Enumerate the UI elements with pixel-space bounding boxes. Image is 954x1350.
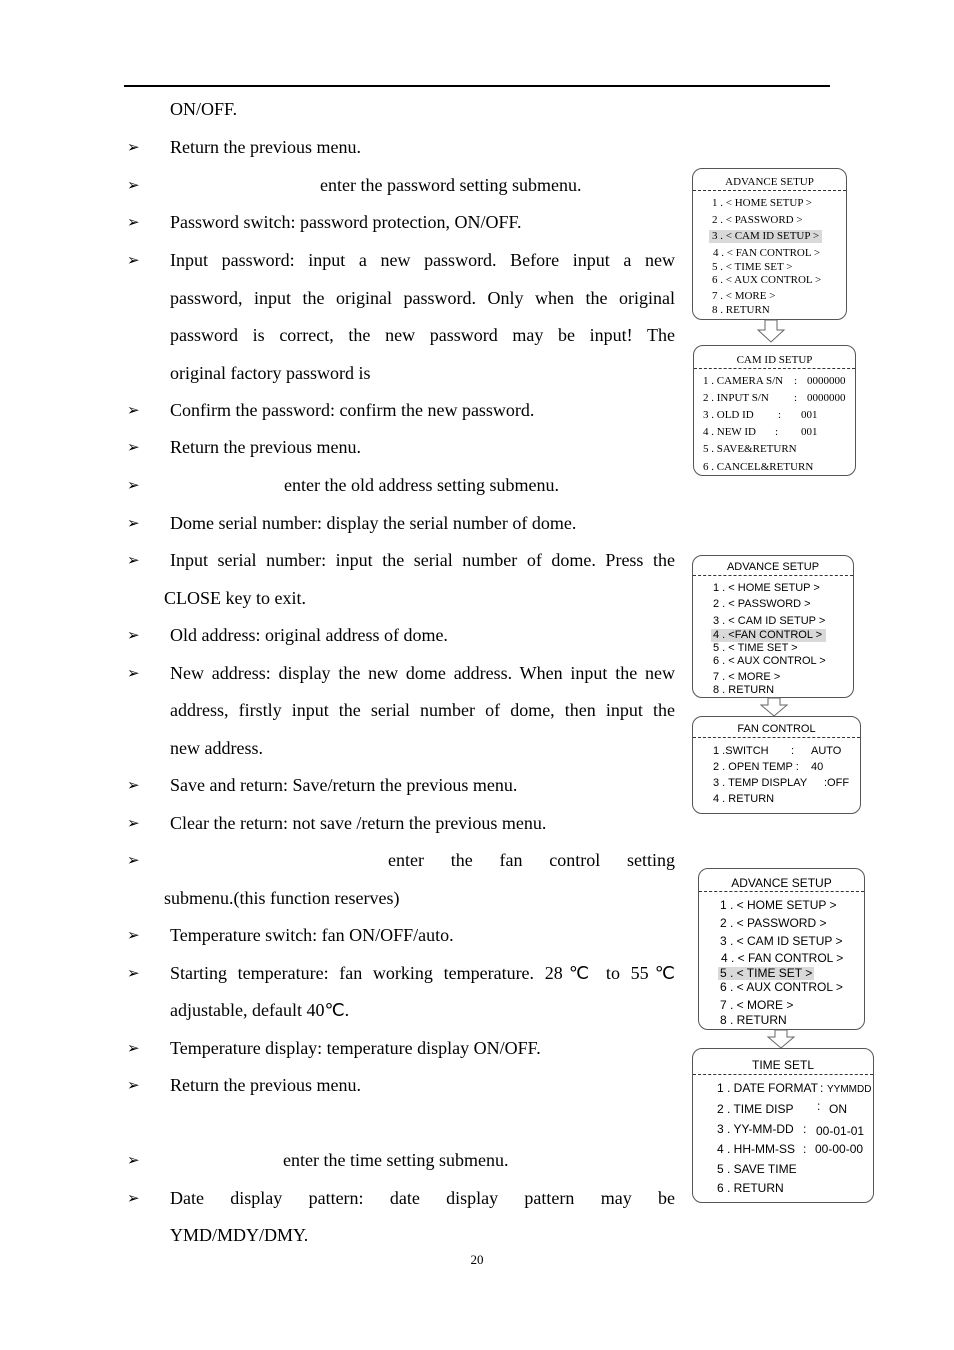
down-arrow-icon — [756, 319, 786, 343]
menu-item: 5 . < TIME SET > — [713, 642, 798, 654]
menu-title-divider — [693, 1074, 873, 1075]
advance-setup-menu — [692, 168, 847, 320]
menu-item: 2 . < PASSWORD > — [720, 916, 827, 930]
text-line: new address. — [170, 738, 263, 758]
menu-item: 8 . RETURN — [720, 1013, 787, 1027]
text-line: adjustable, default 40℃. — [170, 1000, 350, 1020]
bullet-arrow-icon: ➢ — [127, 964, 140, 982]
text-line: Date display pattern: date display pattern may be — [170, 1188, 675, 1208]
bullet-arrow-icon: ➢ — [127, 926, 140, 944]
menu-item: 4 . < FAN CONTROL > — [713, 247, 821, 259]
text-line: submenu.(this function reserves) — [164, 888, 400, 908]
menu-item: 7 . < MORE > — [713, 671, 781, 683]
menu-item-separator: : — [820, 1081, 824, 1095]
menu-item-label: 5 . SAVE TIME — [717, 1162, 797, 1176]
text-line: New address: display the new dome address. When input the new — [170, 663, 675, 683]
bullet-arrow-icon: ➢ — [127, 251, 140, 269]
bullet-arrow-icon: ➢ — [127, 664, 140, 682]
menu-item-label: 1 . DATE FORMAT — [717, 1081, 818, 1095]
down-arrow-icon — [759, 697, 789, 717]
advance-setup-menu — [698, 868, 865, 1030]
text-line: Temperature switch: fan ON/OFF/auto. — [170, 925, 454, 945]
menu-item: 6 . < AUX CONTROL > — [713, 655, 826, 667]
text-line: Return the previous menu. — [170, 437, 361, 457]
menu-item-label: 4 . RETURN — [713, 793, 775, 805]
menu-item-label: 4 . NEW ID — [703, 426, 756, 438]
menu-item-label: 2 . INPUT S/N — [703, 392, 769, 404]
text-line: enter the password setting submenu. — [320, 175, 582, 195]
menu-item: 2 . < PASSWORD > — [712, 214, 803, 226]
text-line: Old address: original address of dome. — [170, 625, 448, 645]
menu-title: TIME SETL — [751, 1058, 814, 1072]
menu-item-value: 001 — [801, 426, 818, 438]
menu-item-selected: 3 . < CAM ID SETUP > — [709, 230, 822, 243]
bullet-arrow-icon: ➢ — [127, 626, 140, 644]
menu-item: 2 . < PASSWORD > — [713, 598, 811, 610]
menu-item: 4 . < FAN CONTROL > — [721, 951, 844, 965]
bullet-arrow-icon: ➢ — [127, 514, 140, 532]
bullet-arrow-icon: ➢ — [127, 1076, 140, 1094]
menu-item-label: 6 . CANCEL&RETURN — [703, 461, 814, 473]
menu-title-divider — [694, 368, 855, 369]
text-line: Return the previous menu. — [170, 1075, 361, 1095]
menu-item-value: YYMMDD — [827, 1084, 872, 1095]
bullet-arrow-icon: ➢ — [127, 138, 140, 156]
menu-item-value: ON — [829, 1102, 847, 1116]
bullet-arrow-icon: ➢ — [127, 776, 140, 794]
text-line: CLOSE key to exit. — [164, 588, 306, 608]
cam-id-setup-menu — [693, 345, 856, 476]
menu-item-label: 3 . TEMP DISPLAY — [713, 777, 808, 789]
menu-item: 1 . < HOME SETUP > — [720, 898, 837, 912]
text-line: original factory password is — [170, 363, 371, 383]
text-line: Dome serial number: display the serial number of dome. — [170, 513, 577, 533]
menu-item: 1 . < HOME SETUP > — [712, 197, 813, 209]
menu-item-value: 0000000 — [807, 375, 846, 387]
menu-item-separator: : — [778, 409, 782, 421]
menu-title-divider — [693, 737, 860, 738]
down-arrow-icon — [766, 1029, 796, 1049]
menu-item-value: 40 — [811, 761, 824, 773]
menu-item: 6 . < AUX CONTROL > — [720, 980, 843, 994]
menu-item: 3 . < CAM ID SETUP > — [713, 615, 826, 627]
menu-item: 8 . RETURN — [712, 304, 770, 316]
text-line: ON/OFF. — [170, 99, 238, 119]
menu-item-value: 001 — [801, 409, 818, 421]
bullet-arrow-icon: ➢ — [127, 213, 140, 231]
menu-item-separator: : — [803, 1142, 807, 1156]
menu-item-separator: : — [791, 745, 795, 757]
menu-item: 7 . < MORE > — [712, 290, 776, 302]
menu-title: ADVANCE SETUP — [725, 176, 814, 188]
bullet-arrow-icon: ➢ — [127, 401, 140, 419]
time-set-menu — [692, 1048, 874, 1203]
menu-item-separator: : — [803, 1122, 807, 1136]
bullet-arrow-icon: ➢ — [127, 1189, 140, 1207]
text-line: Password switch: password protection, ON/OFF. — [170, 212, 522, 232]
text-line: enter the fan control setting — [388, 850, 675, 870]
menu-item-selected: 4 . <FAN CONTROL > — [711, 629, 826, 642]
bullet-arrow-icon: ➢ — [127, 476, 140, 494]
menu-item-label: 4 . HH-MM-SS — [717, 1142, 795, 1156]
menu-title: CAM ID SETUP — [736, 354, 813, 366]
text-line: Return the previous menu. — [170, 137, 361, 157]
menu-title-divider — [693, 190, 846, 191]
bullet-arrow-icon: ➢ — [127, 551, 140, 569]
advance-setup-menu — [692, 555, 854, 698]
menu-item-label: 1 .SWITCH — [713, 745, 769, 757]
menu-title: ADVANCE SETUP — [731, 876, 832, 890]
menu-item-separator: : — [794, 375, 798, 387]
bullet-arrow-icon: ➢ — [127, 851, 140, 869]
page-number: 20 — [470, 1252, 484, 1267]
menu-item: 6 . < AUX CONTROL > — [712, 274, 822, 286]
menu-item-value: 00-00-00 — [815, 1142, 864, 1156]
menu-title-divider — [699, 891, 864, 892]
menu-item-label: 2 . OPEN TEMP : — [713, 761, 799, 773]
bullet-arrow-icon: ➢ — [127, 176, 140, 194]
fan-control-menu — [692, 716, 861, 814]
text-line: enter the time setting submenu. — [283, 1150, 509, 1170]
menu-title-divider — [693, 575, 853, 576]
text-line: YMD/MDY/DMY. — [170, 1225, 309, 1245]
menu-item-label: 5 . SAVE&RETURN — [703, 443, 797, 455]
text-line: Clear the return: not save /return the previous menu. — [170, 813, 547, 833]
menu-item-separator: : — [817, 1099, 821, 1113]
bullet-arrow-icon: ➢ — [127, 1039, 140, 1057]
text-line: Input password: input a new password. Before input a new — [170, 250, 675, 270]
menu-item-value: AUTO — [811, 745, 842, 757]
menu-item-label: 3 . OLD ID — [703, 409, 754, 421]
text-line: address, firstly input the serial number of dome, then input the — [170, 700, 675, 720]
menu-title: ADVANCE SETUP — [726, 561, 820, 573]
menu-item: 8 . RETURN — [713, 684, 775, 696]
menu-item-separator: : — [794, 392, 798, 404]
text-line: Confirm the password: confirm the new password. — [170, 400, 535, 420]
menu-item-value: :OFF — [824, 777, 850, 789]
menu-item: 5 . < TIME SET > — [712, 261, 793, 273]
bullet-arrow-icon: ➢ — [127, 814, 140, 832]
menu-title: FAN CONTROL — [737, 723, 816, 735]
menu-item: 1 . < HOME SETUP > — [713, 582, 820, 594]
menu-item-separator: : — [775, 426, 779, 438]
menu-item: 3 . < CAM ID SETUP > — [720, 934, 843, 948]
text-line: password is correct, the new password may be input! The — [170, 325, 675, 345]
menu-item-label: 2 . TIME DISP — [717, 1102, 794, 1116]
header-rule — [124, 85, 830, 87]
text-line: Input serial number: input the serial number of dome. Press the — [170, 550, 675, 570]
bullet-arrow-icon: ➢ — [127, 1151, 140, 1169]
text-line: Save and return: Save/return the previous menu. — [170, 775, 518, 795]
menu-item-value: 0000000 — [807, 392, 846, 404]
text-line: enter the old address setting submenu. — [284, 475, 559, 495]
menu-item-label: 1 . CAMERA S/N — [703, 375, 784, 387]
menu-item-label: 6 . RETURN — [717, 1181, 784, 1195]
bullet-arrow-icon: ➢ — [127, 438, 140, 456]
text-line: Temperature display: temperature display ON/OFF. — [170, 1038, 541, 1058]
text-line: password, input the original password. Only when the original — [170, 288, 675, 308]
menu-item-label: 3 . YY-MM-DD — [717, 1122, 794, 1136]
text-line: Starting temperature: fan working temperature. 28℃ to 55℃ — [170, 963, 675, 983]
menu-item-value: 00-01-01 — [816, 1124, 865, 1138]
menu-item-selected: 5 . < TIME SET > — [720, 966, 813, 980]
menu-item: 7 . < MORE > — [720, 998, 794, 1012]
